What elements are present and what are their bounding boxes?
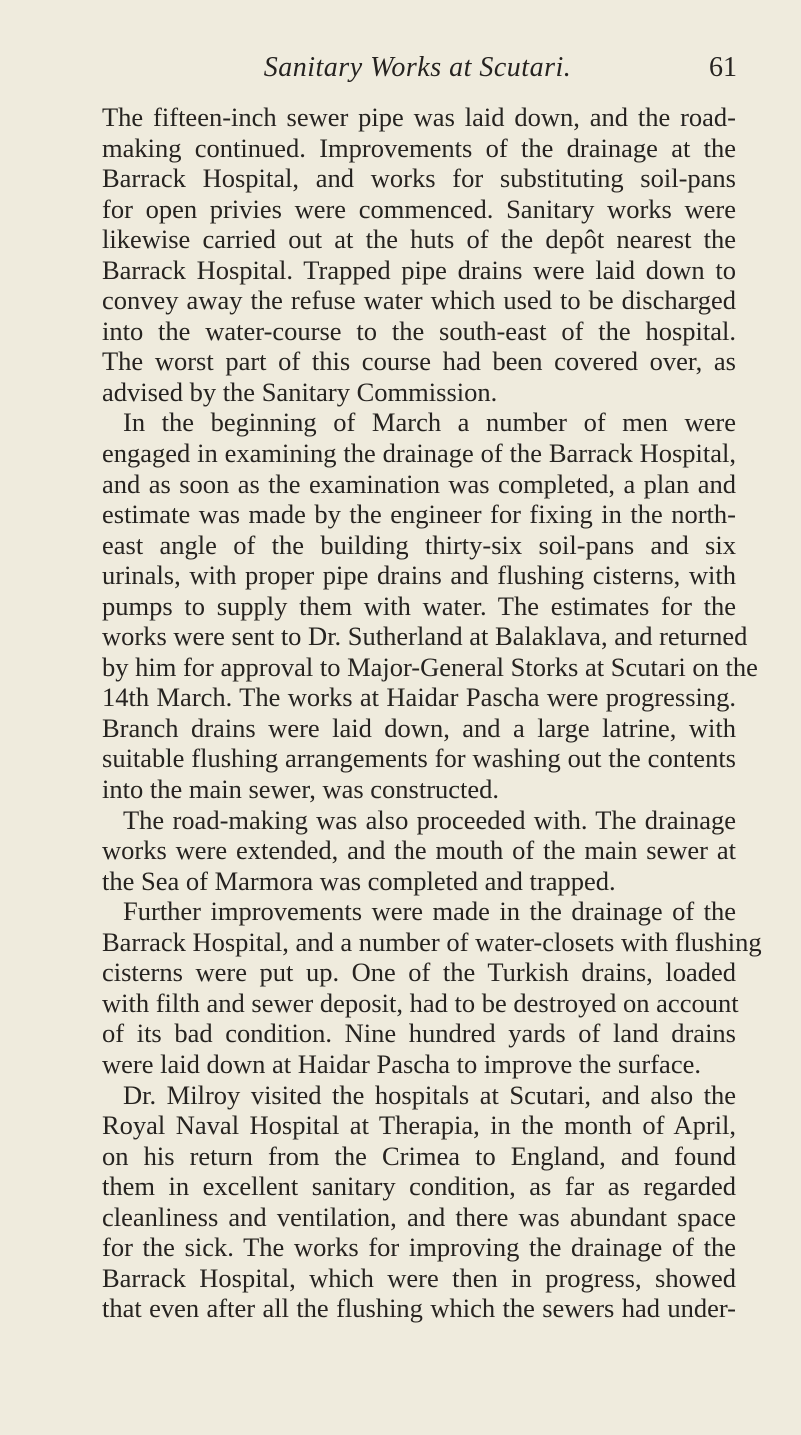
text-line: The road-making was also proceeded with. The drainage <box>123 804 736 835</box>
text-line: of its bad condition. Nine hundred yards of land drains <box>102 1018 736 1049</box>
text-line: 14th March. The works at Haidar Pascha were progressing. <box>102 682 736 713</box>
text-line: for the sick. The works for improving the drainage of the <box>102 1232 736 1263</box>
text-line: cisterns were put up. One of the Turkish drains, loaded <box>102 957 736 988</box>
text-line: The fifteen-inch sewer pipe was laid down, and the road- <box>102 102 736 132</box>
running-title: Sanitary Works at Scutari. <box>263 52 572 83</box>
text-line: urinals, with proper pipe drains and flushing cisterns, with <box>102 560 736 591</box>
text-line: In the beginning of March a number of men were <box>123 407 736 438</box>
text-line: Branch drains were laid down, and a large latrine, with <box>102 712 736 743</box>
text-line: by him for approval to Major-General Storks at Scutari on the <box>102 651 758 682</box>
text-line: Dr. Milroy visited the hospitals at Scutari, and also the <box>123 1079 736 1110</box>
text-line: Royal Naval Hospital at Therapia, in the month of April, <box>102 1110 736 1141</box>
text-line: Barrack Hospital, which were then in progress, showed <box>102 1262 736 1293</box>
text-line: east angle of the building thirty-six soil-pans and six <box>102 529 736 560</box>
text-line: engaged in examining the drainage of the Barrack Hospital, <box>102 438 736 469</box>
text-line: Barrack Hospital, and works for substituting soil-pans <box>102 163 736 194</box>
text-line: Barrack Hospital, and a number of water-closets with flushing <box>102 926 762 957</box>
text-line: the Sea of Marmora was completed and trapped. <box>102 865 616 896</box>
text-line: for open privies were commenced. Sanitary works were <box>102 193 736 224</box>
text-line: pumps to supply them with water. The estimates for the <box>102 590 736 621</box>
text-line: on his return from the Crimea to England, and found <box>102 1140 736 1171</box>
text-line: Barrack Hospital. Trapped pipe drains were laid down to <box>102 254 736 285</box>
text-line: advised by the Sanitary Commission. <box>102 376 498 407</box>
text-line: into the main sewer, was constructed. <box>102 774 500 805</box>
text-line: with filth and sewer deposit, had to be destroyed on account <box>102 987 739 1018</box>
text-line: them in excellent sanitary condition, as far as regarded <box>102 1171 736 1202</box>
text-line: likewise carried out at the huts of the depôt nearest the <box>102 224 736 255</box>
text-line: works were extended, and the mouth of the main sewer at <box>102 835 736 866</box>
text-line: works were sent to Dr. Sutherland at Balaklava, and returned <box>102 621 748 652</box>
text-line: making continued. Improvements of the drainage at the <box>102 132 736 163</box>
running-head <box>100 52 735 92</box>
text-line: and as soon as the examination was completed, a plan and <box>102 468 736 499</box>
page-number: 61 <box>709 52 737 83</box>
text-line: estimate was made by the engineer for fixing in the north- <box>102 499 736 530</box>
text-line: into the water-course to the south-east of the hospital. <box>102 315 736 346</box>
text-line: The worst part of this course had been covered over, as <box>102 346 736 377</box>
text-line: convey away the refuse water which used to be discharged <box>102 285 736 316</box>
text-line: suitable flushing arrangements for washing out the contents <box>102 743 736 774</box>
text-line: cleanliness and ventilation, and there was abundant space <box>102 1201 736 1232</box>
text-line: were laid down at Haidar Pascha to improve the surface. <box>102 1048 701 1079</box>
text-line: Further improvements were made in the drainage of the <box>123 896 736 927</box>
body-text <box>102 102 762 1324</box>
text-line: that even after all the flushing which the sewers had under- <box>102 1293 736 1324</box>
